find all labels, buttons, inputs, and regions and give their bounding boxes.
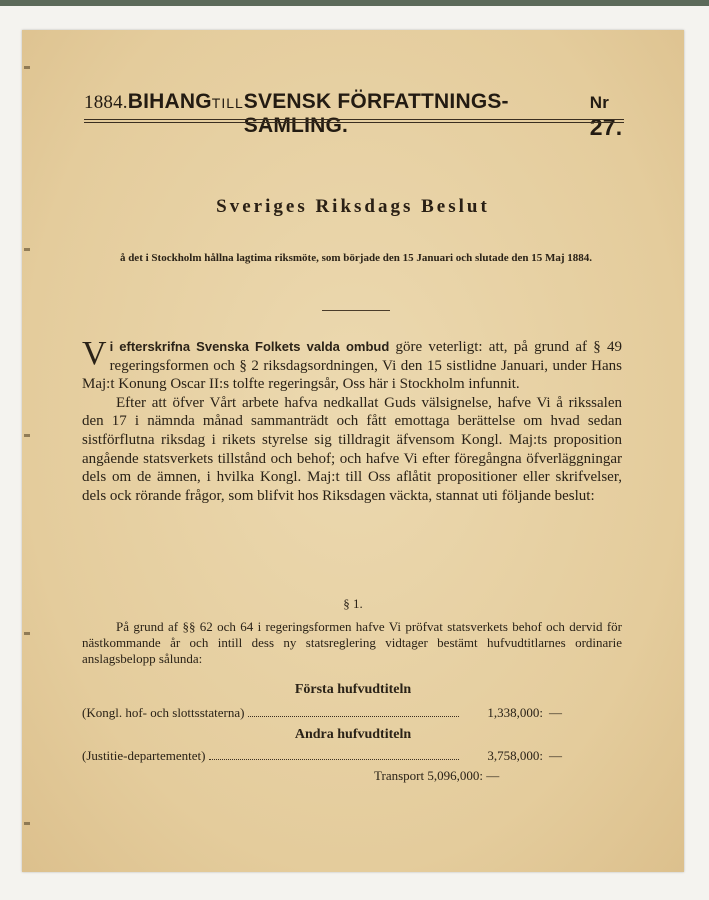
leader-dots — [209, 749, 459, 760]
budget-line-label: (Kongl. hof- och slottsstaterna) — [82, 705, 245, 720]
header-rule — [84, 122, 624, 123]
section-paragraph: På grund af §§ 62 och 64 i regeringsformen hafve Vi pröfvat statsverkets behof och dervid för nästkommande år och intill dess ny statsreglering vidtager bestämt hufvudtitlarnes ordinarie anslagsbelopp sålunda: — [82, 619, 622, 666]
opening-paragraph — [82, 335, 622, 394]
header-number-group — [590, 90, 644, 141]
budget-line-amount: 3,758,000: — [487, 748, 543, 763]
transport-dash: — — [486, 768, 500, 783]
document-page — [22, 30, 684, 872]
header-number: 27. — [589, 114, 623, 140]
binding-mark — [24, 66, 30, 69]
scan-top-edge — [0, 0, 709, 6]
page-header — [84, 90, 644, 141]
opening-lead: i efterskrifna Svenska Folkets valda ombud — [109, 339, 390, 354]
binding-mark — [24, 434, 30, 437]
document-body — [82, 335, 622, 505]
opening-rest: göre veterligt: att, på grund af § 49 regeringsformen och § 2 riksdagsordningen, Vi den 15 sistlidne Januari, under Hans Maj:t Konung Oscar II:s tolfte regeringsår, Oss här i Stockholm infunnit. — [82, 339, 622, 393]
title-divider — [322, 310, 390, 311]
header-nr-label: Nr — [589, 93, 610, 112]
budget-line-amount: 1,338,000: — [487, 705, 543, 720]
binding-mark — [24, 822, 30, 825]
header-rule — [84, 119, 624, 120]
title-heading-first: Första hufvudtiteln — [294, 682, 412, 697]
header-till: TILL — [211, 95, 244, 111]
header-bihang: BIHANG — [127, 90, 212, 113]
section-number: § 1. — [343, 596, 363, 611]
budget-line-first — [82, 705, 562, 721]
binding-mark — [24, 632, 30, 635]
transport-line — [374, 768, 574, 784]
budget-line-second — [82, 748, 562, 764]
budget-line-dash: — — [549, 705, 562, 720]
transport-amount: 5,096,000: — [427, 768, 483, 783]
budget-line-label: (Justitie-departementet) — [82, 748, 206, 763]
leader-dots — [248, 706, 459, 717]
budget-line-dash: — — [549, 748, 562, 763]
body-paragraph: Efter att öfver Vårt arbete hafva nedkallat Guds välsignelse, hafve Vi å rikssalen den 17 i nämnda månad sammanträdt och fått emottaga berättelse om hvad sedan sistförflutna riksdag i rikets styrelse sig tilldragit äfvensom Kongl. Maj:ts proposition angående statsverkets tillstånd och behof; och hafve Vi efter föregångna öfverläggningar dels om de ämnen, i hvilka Kongl. Maj:t till Oss aflåtit propositioner eller skrifvelser, dels ock rörande frågor, som blifvit hos Riksdagen väckta, stannat uti följande beslut: — [82, 394, 622, 504]
drop-cap: V — [82, 335, 107, 372]
binding-mark — [24, 248, 30, 251]
title-heading-second: Andra hufvudtiteln — [294, 727, 412, 742]
document-subtitle: å det i Stockholm hållna lagtima riksmöte, som började den 15 Januari och slutade den 15 Maj 1884. — [119, 252, 593, 264]
header-collection-name: SVENSK FÖRFATTNINGS-SAMLING. — [243, 90, 509, 137]
header-year: 1884. — [84, 92, 128, 113]
transport-label: Transport — [374, 768, 425, 783]
document-title: Sveriges Riksdags Beslut — [216, 196, 490, 217]
